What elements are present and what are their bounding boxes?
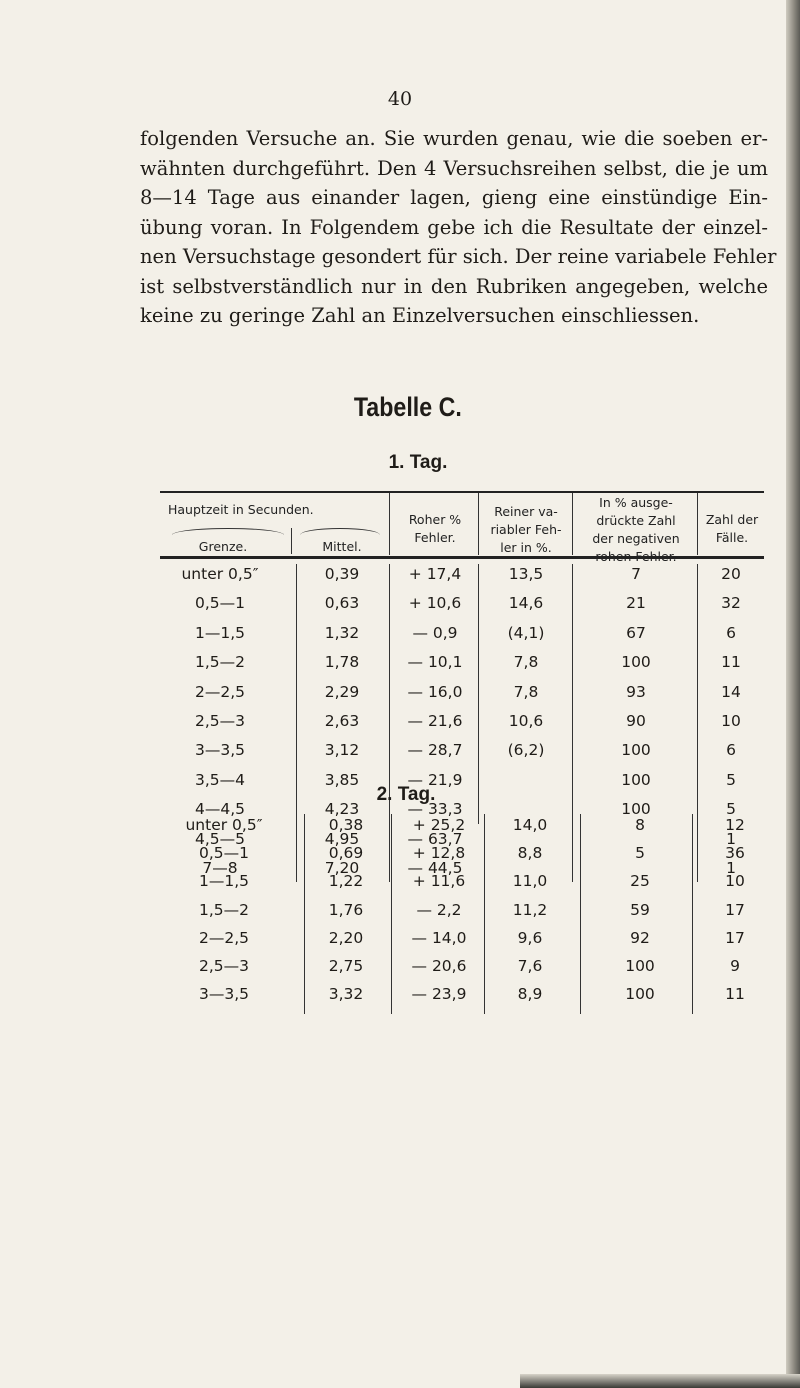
cell-zahl: 9 bbox=[730, 957, 740, 975]
cell-prozent: 25 bbox=[630, 872, 650, 891]
cell-reiner-fehler: 7,8 bbox=[513, 682, 539, 701]
cell-grenze: 3—3,5 bbox=[194, 741, 245, 760]
cell-roher-fehler: — 21,9 bbox=[407, 770, 463, 789]
cell-mittel: 0,38 bbox=[328, 816, 364, 834]
header-divider bbox=[291, 528, 292, 554]
cell-prozent: 92 bbox=[630, 928, 650, 947]
cell-grenze: 3,5—4 bbox=[194, 770, 245, 789]
cell-grenze: 1,5—2 bbox=[194, 653, 245, 672]
paragraph-line: übung voran. In Folgendem gebe ich die Resultate der einzel- bbox=[140, 215, 768, 239]
cell-zahl: 6 bbox=[726, 741, 736, 760]
table-row bbox=[0, 712, 800, 741]
header-divider bbox=[572, 493, 573, 555]
table-row bbox=[0, 957, 800, 986]
cell-mittel: 3,32 bbox=[328, 985, 364, 1004]
cell-roher-fehler: — 20,6 bbox=[411, 957, 467, 975]
header-zahl bbox=[700, 511, 764, 547]
table-row bbox=[0, 985, 800, 1014]
cell-zahl: 1 bbox=[726, 859, 736, 877]
cell-prozent: 100 bbox=[621, 741, 651, 760]
paragraph-line: keine zu geringe Zahl an Einzelversuchen einschliessen. bbox=[140, 304, 700, 327]
cell-reiner-fehler: 10,6 bbox=[508, 712, 544, 730]
cell-zahl: 20 bbox=[721, 565, 741, 583]
cell-mittel: 4,95 bbox=[324, 829, 360, 848]
cell-zahl: 5 bbox=[726, 800, 736, 819]
cell-prozent: 100 bbox=[621, 770, 651, 789]
cell-grenze: unter 0,5″ bbox=[181, 565, 259, 583]
cell-reiner-fehler: 14,6 bbox=[508, 594, 544, 613]
cell-mittel: 0,63 bbox=[324, 594, 360, 613]
cell-mittel: 3,12 bbox=[324, 741, 360, 760]
header-prozent-line: In % ausge- bbox=[599, 495, 673, 510]
cell-grenze: 1—1,5 bbox=[194, 623, 245, 642]
header-prozent-line: der negativen bbox=[592, 531, 680, 546]
table-row bbox=[0, 844, 800, 873]
cell-reiner-fehler: 14,0 bbox=[512, 816, 548, 834]
table-row bbox=[0, 872, 800, 901]
cell-roher-fehler: + 25,2 bbox=[412, 816, 466, 834]
cell-roher-fehler: — 16,0 bbox=[407, 682, 463, 701]
cell-mittel: 7,20 bbox=[324, 859, 360, 877]
header-bottom-rule bbox=[160, 556, 764, 559]
header-prozent-line: drückte Zahl bbox=[596, 513, 676, 528]
cell-prozent: 90 bbox=[626, 712, 646, 730]
cell-mittel: 2,29 bbox=[324, 682, 360, 701]
cell-reiner-fehler: 8,9 bbox=[517, 985, 543, 1004]
header-grenze: Grenze. bbox=[198, 539, 248, 554]
table-row bbox=[0, 594, 800, 623]
cell-reiner-fehler: 7,8 bbox=[513, 653, 539, 672]
paragraph-line: wähnten durchgeführt. Den 4 Versuchsreihen selbst, die je um bbox=[140, 156, 768, 180]
cell-mittel: 2,75 bbox=[328, 957, 364, 975]
cell-roher-fehler: — 44,5 bbox=[407, 859, 463, 877]
paragraph-line: 8—14 Tage aus einander lagen, gieng eine einstündige Ein- bbox=[140, 186, 768, 209]
cell-prozent: 5 bbox=[635, 844, 645, 863]
table-row bbox=[0, 901, 800, 930]
cell-zahl: 11 bbox=[721, 653, 741, 672]
cell-mittel: 1,22 bbox=[328, 872, 364, 891]
table-row bbox=[0, 929, 800, 958]
cell-roher-fehler: — 23,9 bbox=[411, 985, 467, 1004]
cell-roher-fehler: — 63,7 bbox=[407, 829, 463, 848]
cell-roher-fehler: — 0,9 bbox=[412, 623, 458, 642]
header-roher-fehler bbox=[392, 511, 478, 547]
cell-zahl: 6 bbox=[726, 623, 736, 642]
cell-prozent: 93 bbox=[626, 682, 646, 701]
cell-zahl: 10 bbox=[725, 872, 745, 891]
cell-reiner-fehler: 8,8 bbox=[517, 844, 543, 863]
cell-roher-fehler: — 10,1 bbox=[407, 653, 463, 672]
cell-grenze: 0,5—1 bbox=[198, 844, 249, 863]
cell-grenze: 4,5—5 bbox=[194, 829, 245, 848]
cell-reiner-fehler: (6,2) bbox=[507, 741, 545, 760]
cell-reiner-fehler: 7,6 bbox=[517, 957, 543, 975]
cell-mittel: 4,23 bbox=[324, 800, 360, 819]
paragraph-line: nen Versuchstage gesondert für sich. Der reine variabele Fehler bbox=[140, 245, 777, 268]
cell-roher-fehler: — 21,6 bbox=[407, 712, 463, 730]
cell-reiner-fehler: (4,1) bbox=[507, 623, 545, 642]
cell-prozent: 100 bbox=[625, 985, 655, 1004]
header-mittel: Mittel. bbox=[322, 539, 362, 554]
cell-zahl: 12 bbox=[725, 816, 745, 834]
cell-mittel: 0,39 bbox=[324, 565, 360, 583]
table-title: Tabelle C. bbox=[353, 392, 462, 422]
cell-zahl: 14 bbox=[721, 682, 741, 701]
day-1-heading: 1. Tag. bbox=[388, 452, 448, 473]
table-row bbox=[0, 683, 800, 712]
page-number: 40 bbox=[387, 88, 413, 110]
cell-mittel: 1,32 bbox=[324, 623, 360, 642]
cell-prozent: 59 bbox=[630, 900, 650, 919]
cell-grenze: unter 0,5″ bbox=[185, 816, 263, 834]
cell-grenze: 4—4,5 bbox=[194, 800, 245, 819]
cell-grenze: 2,5—3 bbox=[198, 957, 249, 975]
cell-mittel: 2,20 bbox=[328, 928, 364, 947]
cell-roher-fehler: — 14,0 bbox=[411, 928, 467, 947]
paragraph-line: folgenden Versuche an. Sie wurden genau, wie die soeben er- bbox=[140, 127, 768, 150]
header-reiner-line: ler in %. bbox=[500, 540, 552, 555]
table-row bbox=[0, 565, 800, 594]
cell-zahl: 5 bbox=[726, 770, 736, 789]
cell-zahl: 11 bbox=[725, 985, 745, 1004]
header-brace-grenze bbox=[172, 528, 284, 535]
cell-reiner-fehler: 11,2 bbox=[512, 900, 548, 919]
day-2-heading: 2. Tag. bbox=[376, 784, 436, 805]
cell-zahl: 36 bbox=[725, 844, 745, 863]
cell-prozent: 67 bbox=[626, 623, 646, 642]
cell-prozent: 100 bbox=[625, 957, 655, 975]
header-top-rule bbox=[160, 491, 764, 493]
header-divider bbox=[478, 493, 479, 555]
cell-grenze: 3—3,5 bbox=[198, 985, 249, 1004]
header-reiner-line: Reiner va- bbox=[494, 504, 558, 519]
cell-grenze: 0,5—1 bbox=[194, 594, 245, 613]
cell-grenze: 1—1,5 bbox=[198, 872, 249, 891]
cell-prozent: 7 bbox=[631, 565, 641, 583]
header-roher-line: Fehler. bbox=[414, 530, 456, 545]
cell-grenze: 7—8 bbox=[202, 859, 238, 877]
cell-reiner-fehler: 11,0 bbox=[512, 872, 548, 891]
cell-prozent: 21 bbox=[626, 594, 646, 613]
cell-reiner-fehler: 13,5 bbox=[508, 565, 544, 583]
table-row bbox=[0, 653, 800, 682]
body-paragraph bbox=[140, 124, 777, 331]
cell-prozent: 100 bbox=[621, 800, 651, 819]
cell-zahl: 32 bbox=[721, 594, 741, 613]
header-reiner-fehler bbox=[480, 503, 572, 557]
header-zahl-line: Zahl der bbox=[705, 512, 759, 527]
cell-mittel: 1,78 bbox=[324, 653, 360, 672]
cell-mittel: 0,69 bbox=[328, 844, 364, 863]
cell-zahl: 17 bbox=[725, 900, 745, 919]
cell-mittel: 2,63 bbox=[324, 712, 360, 730]
header-brace-mittel bbox=[300, 528, 380, 535]
header-hauptzeit: Hauptzeit in Secunden. bbox=[168, 502, 314, 517]
header-divider bbox=[389, 493, 390, 555]
cell-roher-fehler: — 2,2 bbox=[416, 900, 462, 919]
cell-grenze: 2,5—3 bbox=[194, 712, 245, 730]
cell-mittel: 1,76 bbox=[328, 900, 364, 919]
table-row bbox=[0, 741, 800, 770]
paragraph-line: ist selbstverständlich nur in den Rubriken angegeben, welche bbox=[140, 274, 768, 298]
cell-roher-fehler: — 28,7 bbox=[407, 741, 463, 760]
cell-reiner-fehler: 9,6 bbox=[517, 928, 543, 947]
cell-roher-fehler: — 33,3 bbox=[407, 800, 463, 819]
header-roher-line: Roher % bbox=[408, 512, 462, 527]
cell-zahl: 10 bbox=[721, 712, 741, 730]
table-row bbox=[0, 624, 800, 653]
header-zahl-line: Fälle. bbox=[715, 530, 749, 545]
cell-roher-fehler: + 11,6 bbox=[412, 872, 466, 891]
cell-zahl: 1 bbox=[726, 829, 736, 848]
cell-mittel: 3,85 bbox=[324, 770, 360, 789]
header-reiner-line: riabler Feh- bbox=[490, 522, 562, 537]
header-divider bbox=[697, 493, 698, 555]
cell-prozent: 8 bbox=[635, 816, 645, 834]
cell-roher-fehler: + 10,6 bbox=[408, 594, 462, 613]
cell-grenze: 2—2,5 bbox=[194, 682, 245, 701]
cell-roher-fehler: + 12,8 bbox=[412, 844, 466, 863]
cell-grenze: 1,5—2 bbox=[198, 900, 249, 919]
page-bottom-shadow bbox=[520, 1374, 800, 1388]
cell-zahl: 17 bbox=[725, 928, 745, 947]
cell-prozent: 100 bbox=[621, 653, 651, 672]
cell-grenze: 2—2,5 bbox=[198, 928, 249, 947]
cell-roher-fehler: + 17,4 bbox=[408, 565, 462, 583]
table-row bbox=[0, 816, 800, 845]
